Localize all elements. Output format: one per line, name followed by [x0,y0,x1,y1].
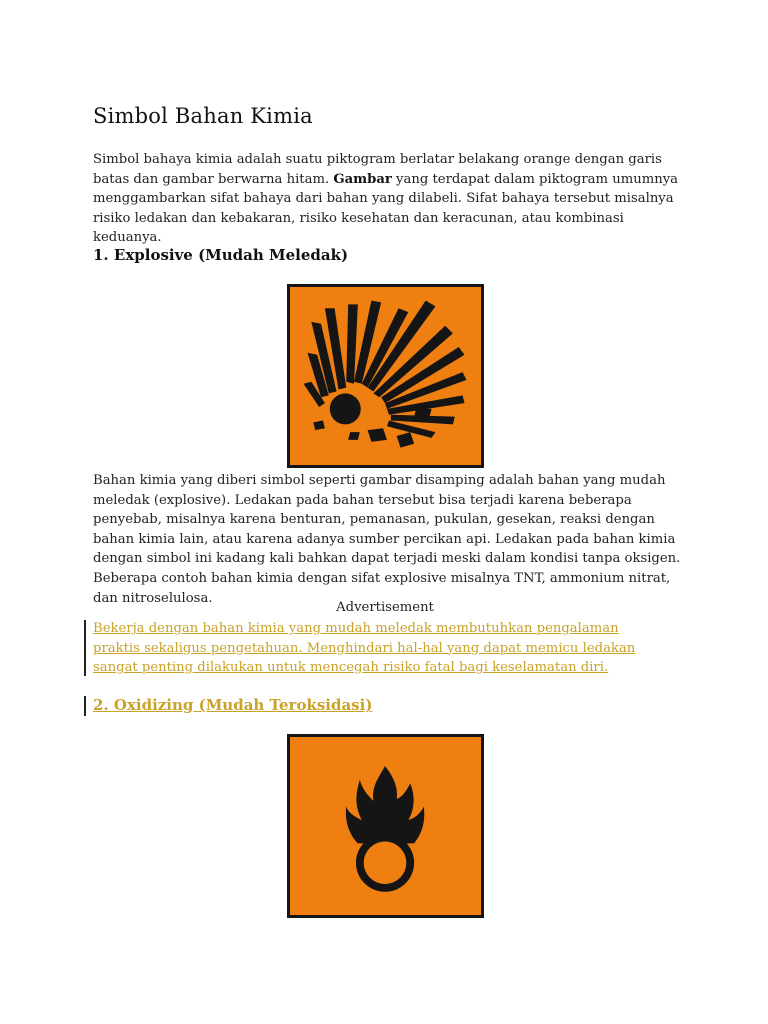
intro-paragraph [93,150,693,248]
ad-left-bar [84,620,86,676]
explosive-symbol-icon [287,284,484,468]
intro-text-1: Simbol bahaya kimia adalah suatu piktogram berlatar belakang orange dengan garis batas dan gambar berwarna hitam. [93,152,662,187]
heading-left-bar [84,696,86,716]
advertisement-link[interactable]: Bekerja dengan bahan kimia yang mudah meledak membutuhkan pengalaman praktis sekaligus pengetahuan. Menghindari hal-hal yang dapat memicu ledakan sangat penting dilakukan untuk mencegah risiko fatal bagi keselamatan diri. [93,621,636,676]
oxidizing-symbol-icon [287,734,484,918]
explosive-bomb-shape [330,393,361,424]
oxidizing-flame-shape [346,766,424,843]
section-explosive-heading: 1. Explosive (Mudah Meledak) [93,246,349,264]
intro-bold-word: Gambar [333,171,392,187]
advertisement-label: Advertisement [336,600,434,615]
intro-text-2: yang terdapat dalam piktogram umumnya menggambarkan sifat bahaya dari bahan yang dilabeli. Sifat bahaya tersebut misalnya risiko ledakan dan kebakaran, risiko kesehatan dan keracunan, atau kombinasi keduanya. [93,171,679,246]
page-title: Simbol Bahan Kimia [93,104,313,128]
explosive-description: Bahan kimia yang diberi simbol seperti gambar disamping adalah bahan yang mudah meledak (explosive). Ledakan pada bahan tersebut bisa terjadi karena beberapa penyebab, misalnya karena benturan, pemanasan, pukulan, gesekan, reaksi dengan bahan kimia lain, atau karena adanya sumber percikan api. Ledakan pada bahan kimia dengan simbol ini kadang kali bahkan dapat terjadi meski dalam kondisi tanpa oksigen. Beberapa contoh bahan kimia dengan sifat explosive misalnya TNT, ammonium nitrat, dan nitroselulosa. [93,473,681,606]
section-oxidizing-heading[interactable]: 2. Oxidizing (Mudah Teroksidasi) [93,696,373,714]
